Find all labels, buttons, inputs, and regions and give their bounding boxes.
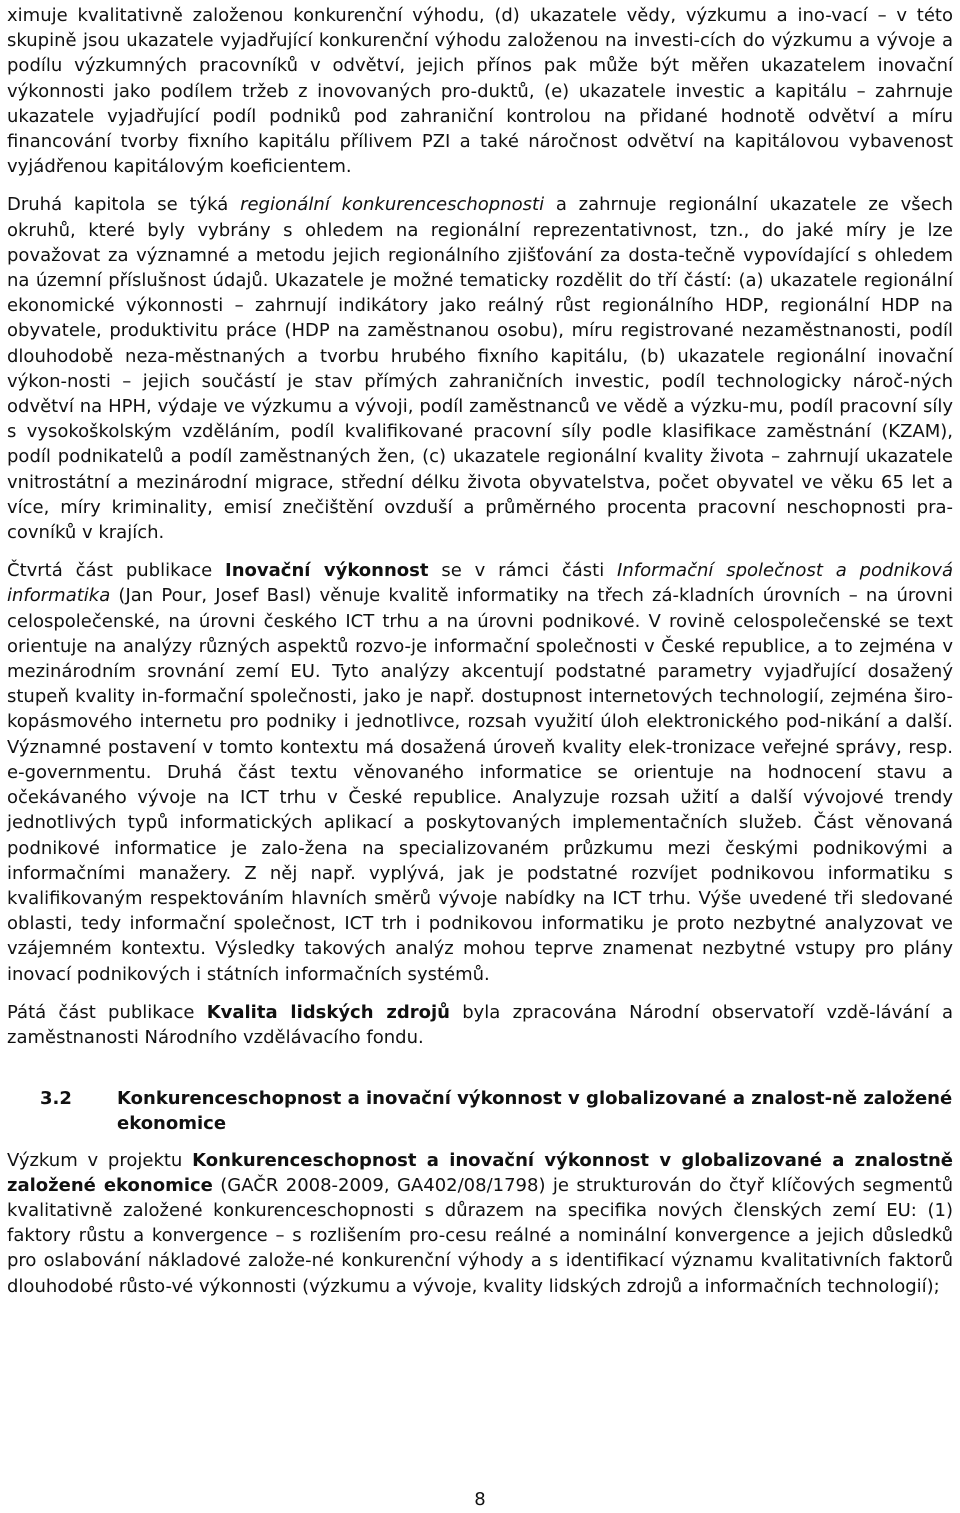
paragraph-competitiveness-indicators: [7, 3, 953, 179]
section-heading: [7, 1086, 953, 1136]
emphasis-regional-competitiveness: regionální konkurenceschopnosti: [240, 194, 545, 216]
bold-human-resources: Kvalita lidských zdrojů: [206, 1001, 450, 1023]
paragraph-text: byla zpracována Národní observatoří vzdě-lávání a zaměstnanosti Národního vzdělávacího fondu.: [7, 1001, 953, 1048]
bold-innovation-performance: Inovační výkonnost: [225, 560, 429, 582]
paragraph-text: ximuje kvalitativně založenou konkurenční výhodu, (d) ukazatele vědy, výzkumu a ino-vací – v této skupině jsou ukazatele vyjadřující konkurenční výhodu založenou na investi-cích do výzkumu a vývoje a podílu výzkumných pracovníků v odvětví, jejich přínos pak může být měřen ukazatelem inovační výkonnosti jako podílem tržeb z inovovaných pro-duktů, (e) ukazatele investic a kapitálu – zahrnuje ukazatele vyjadřující podíl podniků pod zahraniční kontrolou na přidané hodnotě odvětví a míru financování tvorby fixního kapitálu přílivem PZI a také náročnost odvětví na kapitálovou vybavenost vyjádřenou kapitálovým koeficientem.: [7, 5, 953, 178]
paragraph-text: (Jan Pour, Josef Basl) věnuje kvalitě informatiky na třech zá-kladních úrovních – na úrovni celospolečenské, na úrovni českého ICT trhu a na úrovni podnikové. V rovině celospolečenské se text orientuje na analýzy různých aspektů rozvo-je informační společnosti v České republice, a to zejména v mezinárodním srovnání zemí EU. Tyto analýzy akcentují podstatné parametry vyjadřující dosažený stupeň kvality in-formační společnosti, jako je např. dostupnost internetových technologií, zejména širo-kopásmového internetu pro podniky i jednotlivce, rozsah využití úloh elektronického pod-nikání a další. Významné postavení v tomto kontextu má dosažená úroveň kvality elek-tronizace veřejné správy, resp. e-governmentu. Druhá část textu věnovaného informatice se orientuje na hodnocení stavu a očekávaného vývoje na ICT trhu v České republice. Analyzuje rozsah užití a další vývojové trendy jednotlivých typů informatických aplikací a poskytovaných implementačních služeb. Část věnovaná podnikové informatice je zalo-žena na specializovaném průzkumu mezi českými podnikovými a informačními manažery. Z něj např. vyplývá, jak je podstatné rozvíjet podnikovou informatiku s kvalifikovaným respektováním hlavních směrů vývoje nabídky na ICT trhu. Výše uvedené tři sledované oblasti, tedy informační společnost, ICT trh i podnikovou informatiku je proto nezbytné analyzovat ve vzájemném kontextu. Výsledky takových analýz mohou teprve znamenat nezbytné vstupy pro plány inovací podnikových i státních informačních systémů.: [7, 585, 953, 985]
paragraph-text: Čtvrtá část publikace: [7, 560, 226, 582]
paragraph-innovation-performance: [7, 558, 953, 986]
paragraph-text: (GAČR 2008-2009, GA402/08/1798) je strukturován do čtyř klíčových segmentů kvalitativně založené konkurenceschopnosti s důrazem na specifika nových členských zemí EU: (1) faktory růstu a konvergence – s rozlišením pro-cesu reálné a nominální konvergence a jejich důsledků pro oslabování nákladové založe-né konkurenční výhody a s identifikací významu kvalitativních faktorů dlouhodobé růsto-vé výkonnosti (výzkumu a vývoje, kvality lidských zdrojů a informačních technologií);: [7, 1174, 953, 1297]
document-page: [7, 3, 953, 1299]
paragraph-research-project: [7, 1148, 953, 1299]
emphasis-information-society: Informační společnost a podniková informatika: [7, 560, 953, 607]
paragraph-text: Výzkum v projektu: [7, 1149, 193, 1171]
paragraph-human-resources: [7, 1000, 953, 1050]
paragraph-text: se v rámci části: [428, 560, 618, 582]
page-number: 8: [474, 1489, 486, 1510]
paragraph-text: Pátá část publikace: [7, 1001, 207, 1023]
section-number: 3.2: [40, 1088, 72, 1110]
bold-project-title: Konkurenceschopnost a inovační výkonnost v globalizované a znalostně založené ekonomice: [7, 1149, 954, 1196]
paragraph-text: Druhá kapitola se týká: [7, 194, 241, 216]
paragraph-text: a zahrnuje regionální ukazatele ze všech okruhů, které byly vybrány s ohledem na regionální reprezentativnost, tzn., do jaké míry je lze považovat za významné a metodu jejich regionálního zjišťování za dosta-tečně vypovídající s ohledem na územní příslušnost údajů. Ukazatele je možné tematicky rozdělit do tří částí: (a) ukazatele regionální ekonomické výkonnosti – zahrnují indikátory jako reálný růst regionálního HDP, regionální HDP na obyvatele, produktivitu práce (HDP na zaměstnanou osobu), míru registrované nezaměstnanosti, podíl dlouhodobě neza-městnaných a tvorbu hrubého fixního kapitálu, (b) ukazatele regionální inovační výkon-nosti – jejich součástí je stav přímých zahraničních investic, podíl technologicky nároč-ných odvětví na HPH, výdaje ve výzkumu a vývoji, podíl zaměstnanců ve vědě a výzku-mu, podíl pracovní síly s vysokoškolským vzděláním, podíl kvalifikované pracovní síly podle klasifikace zaměstnání (KZAM), podíl podnikatelů a podíl zaměstnaných žen, (c) ukazatele regionální kvality života – zahrnují ukazatele vnitrostátní a mezinárodní migrace, střední délku života obyvatelstva, počet obyvatel ve věku 65 let a více, míry kriminality, emisí znečištění ovzduší a průměrného procenta pracovní neschopnosti pra-covníků v krajích.: [7, 194, 953, 544]
paragraph-regional-competitiveness: [7, 192, 953, 545]
section-title: Konkurenceschopnost a inovační výkonnost v globalizované a znalost-ně založené ekonomice: [117, 1088, 953, 1135]
